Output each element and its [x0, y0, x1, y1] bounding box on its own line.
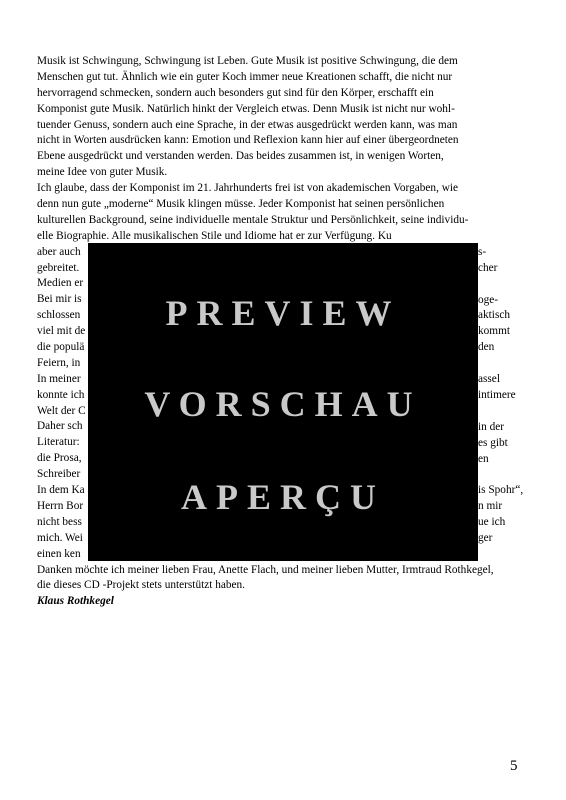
text-line: konnte ich	[37, 388, 85, 401]
text-fragment: den	[478, 341, 495, 354]
text-fragment: kommt	[478, 325, 511, 338]
text-line: die populä	[37, 341, 85, 354]
text-line: kulturellen Background, seine individuelle mentale Struktur und Persönlichkeit, seine individu-	[37, 213, 469, 226]
text-fragment: is Spohr“,	[478, 484, 524, 497]
preview-watermark	[88, 243, 478, 561]
text-line: viel mit de	[37, 325, 86, 338]
text-line: nicht in Worten ausdrücken kann: Emotion und Reflexion kann hier auf einer übergeordneten	[37, 134, 459, 147]
text-line: Ebene ausgedrückt und verstanden werden. Das beides zusammen ist, in wenigen Worten,	[37, 150, 444, 163]
text-line: Ich glaube, dass der Komponist im 21. Jahrhunderts frei ist von akademischen Vorgaben, wie	[37, 182, 459, 195]
text-line: hervorragend schmecken, sondern auch besonders gut sind für den Körper, erschafft ein	[37, 86, 434, 99]
author-signature: Klaus Rothkegel	[37, 595, 114, 608]
text-line: gebreitet.	[37, 261, 80, 274]
page-number: 5	[510, 758, 518, 774]
text-line: tuender Genuss, sondern auch eine Sprache, in der etwas ausgedrückt werden kann, was man	[37, 118, 458, 131]
text-line: In dem Ka	[37, 484, 85, 497]
text-line: meine Idee von guter Musik.	[37, 166, 168, 179]
text-line: die Prosa,	[37, 452, 82, 465]
text-fragment: aktisch	[478, 309, 510, 322]
text-fragment: ger	[478, 532, 493, 544]
text-fragment: assel	[478, 373, 500, 385]
text-line: denn nun gute „moderne“ Musik klingen müsse. Jeder Komponist hat seinen persönlichen	[37, 198, 445, 211]
text-line: Danken möchte ich meiner lieben Frau, Anette Flach, und meiner lieben Mutter, Irmtraud Rothkegel,	[37, 563, 494, 576]
text-line: mich. Wei	[37, 531, 83, 544]
text-fragment: n mir	[478, 500, 503, 513]
text-line: einen ken	[37, 547, 81, 560]
text-line: In meiner	[37, 372, 81, 385]
watermark-word-preview: PREVIEW	[165, 293, 401, 333]
text-fragment: in der	[478, 420, 505, 433]
text-line: Feiern, in	[37, 356, 81, 369]
text-fragment: s-	[478, 245, 487, 258]
text-line: Musik ist Schwingung, Schwingung ist Leben. Gute Musik ist positive Schwingung, die dem	[37, 55, 458, 67]
text-line: Daher sch	[37, 420, 83, 433]
text-fragment: cher	[478, 261, 498, 274]
text-line: Welt der C	[37, 404, 86, 417]
text-line: elle Biographie. Alle musikalischen Stile und Idiome hat er zur Verfügung. Ku	[37, 229, 392, 242]
text-line: nicht bess	[37, 515, 82, 528]
text-line: die dieses CD -Projekt stets unterstützt haben.	[37, 579, 246, 592]
text-line: Komponist gute Musik. Natürlich hinkt der Vergleich etwas. Denn Musik ist nicht nur wohl-	[37, 102, 455, 115]
text-fragment: oge-	[478, 293, 499, 306]
text-line: schlossen	[37, 309, 81, 322]
text-line: Menschen gut tut. Ähnlich wie ein guter Koch immer neue Kreationen schafft, die nicht nur	[37, 70, 453, 83]
text-fragment: intimere	[478, 388, 516, 401]
text-line: Bei mir is	[37, 293, 82, 306]
text-line: Schreiber	[37, 468, 81, 481]
text-line: Literatur:	[37, 436, 80, 449]
watermark-word-vorschau: VORSCHAU	[144, 384, 422, 424]
text-fragment: es gibt	[478, 436, 508, 449]
text-line: aber auch	[37, 245, 81, 258]
text-line: Medien er	[37, 277, 84, 290]
text-fragment: en	[478, 452, 489, 465]
text-fragment: ue ich	[478, 516, 506, 529]
watermark-word-apercu: APERÇU	[181, 477, 385, 517]
text-line: Herrn Bor	[37, 499, 84, 512]
